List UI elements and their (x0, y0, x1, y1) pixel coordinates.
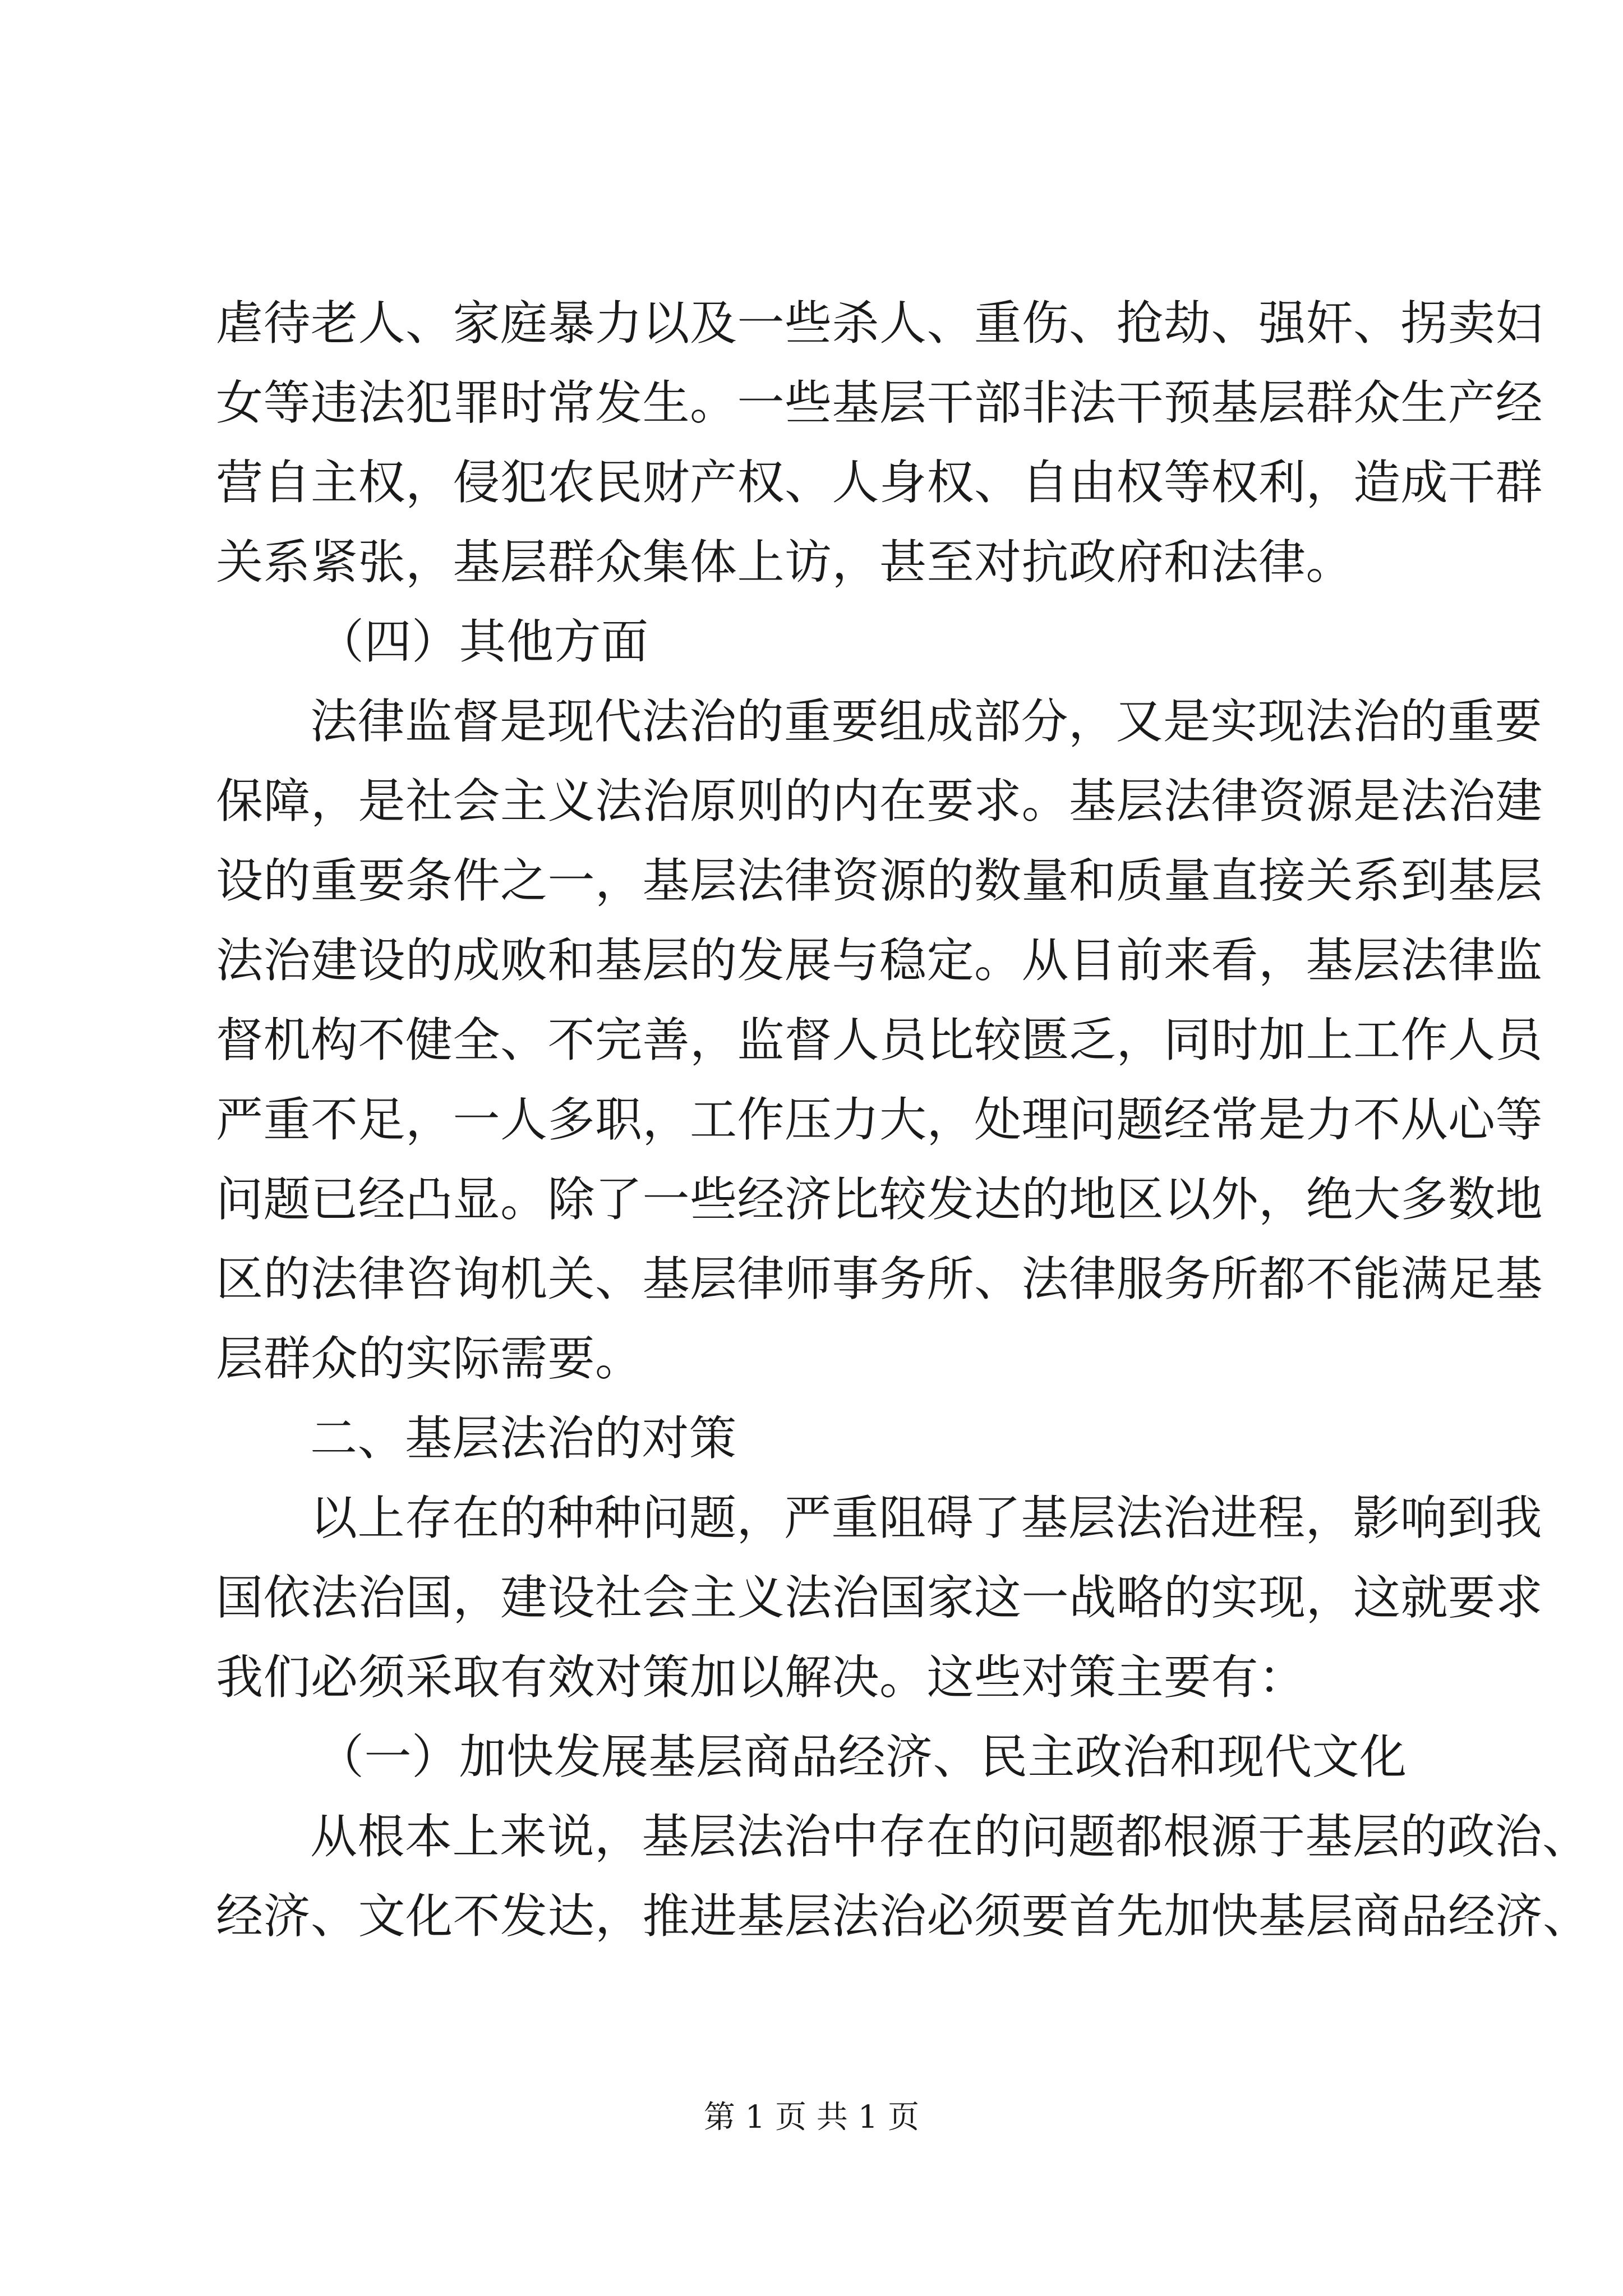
text-line: 法治建设的成败和基层的发展与稳定。从目前来看，基层法律监 (216, 933, 1543, 988)
text-line: 以上存在的种种问题，严重阻碍了基层法治进程，影响到我 (310, 1490, 1543, 1545)
text-line: 严重不足，一人多职，工作压力大，处理问题经常是力不从心等 (216, 1092, 1543, 1147)
text-line: 我们必须采取有效对策加以解决。这些对策主要有： (216, 1650, 1306, 1705)
text-line: 层群众的实际需要。 (216, 1331, 643, 1386)
section-heading: （四）其他方面 (317, 614, 649, 669)
page-footer (0, 2095, 1623, 2140)
text-line: 从根本上来说，基层法治中存在的问题都根源于基层的政治、 (310, 1809, 1590, 1864)
text-line: 法律监督是现代法治的重要组成部分，又是实现法治的重要 (310, 694, 1543, 749)
text-line: 虐待老人、家庭暴力以及一些杀人、重伤、抢劫、强奸、拐卖妇 (216, 296, 1543, 351)
text-line: 营自主权，侵犯农民财产权、人身权、自由权等权利，造成干群 (216, 455, 1543, 510)
text-line: 设的重要条件之一，基层法律资源的数量和质量直接关系到基层 (216, 853, 1543, 908)
text-line: 国依法治国，建设社会主义法治国家这一战略的实现，这就要求 (216, 1570, 1543, 1625)
page-number: 第 1 页 共 1 页 (703, 2099, 920, 2136)
text-line: 经济、文化不发达，推进基层法治必须要首先加快基层商品经济、 (216, 1889, 1590, 1944)
text-line: 督机构不健全、不完善，监督人员比较匮乏，同时加上工作人员 (216, 1013, 1543, 1068)
section-heading: （一）加快发展基层商品经济、民主政治和现代文化 (317, 1729, 1407, 1784)
text-line: 问题已经凸显。除了一些经济比较发达的地区以外，绝大多数地 (216, 1172, 1543, 1227)
text-line: 女等违法犯罪时常发生。一些基层干部非法干预基层群众生产经 (216, 375, 1543, 430)
text-line: 保障，是社会主义法治原则的内在要求。基层法律资源是法治建 (216, 774, 1543, 829)
section-heading: 二、基层法治的对策 (310, 1411, 737, 1466)
body-text (216, 283, 1590, 1956)
text-line: 关系紧张，基层群众集体上访，甚至对抗政府和法律。 (216, 535, 1354, 590)
text-line: 区的法律咨询机关、基层律师事务所、法律服务所都不能满足基 (216, 1251, 1543, 1306)
